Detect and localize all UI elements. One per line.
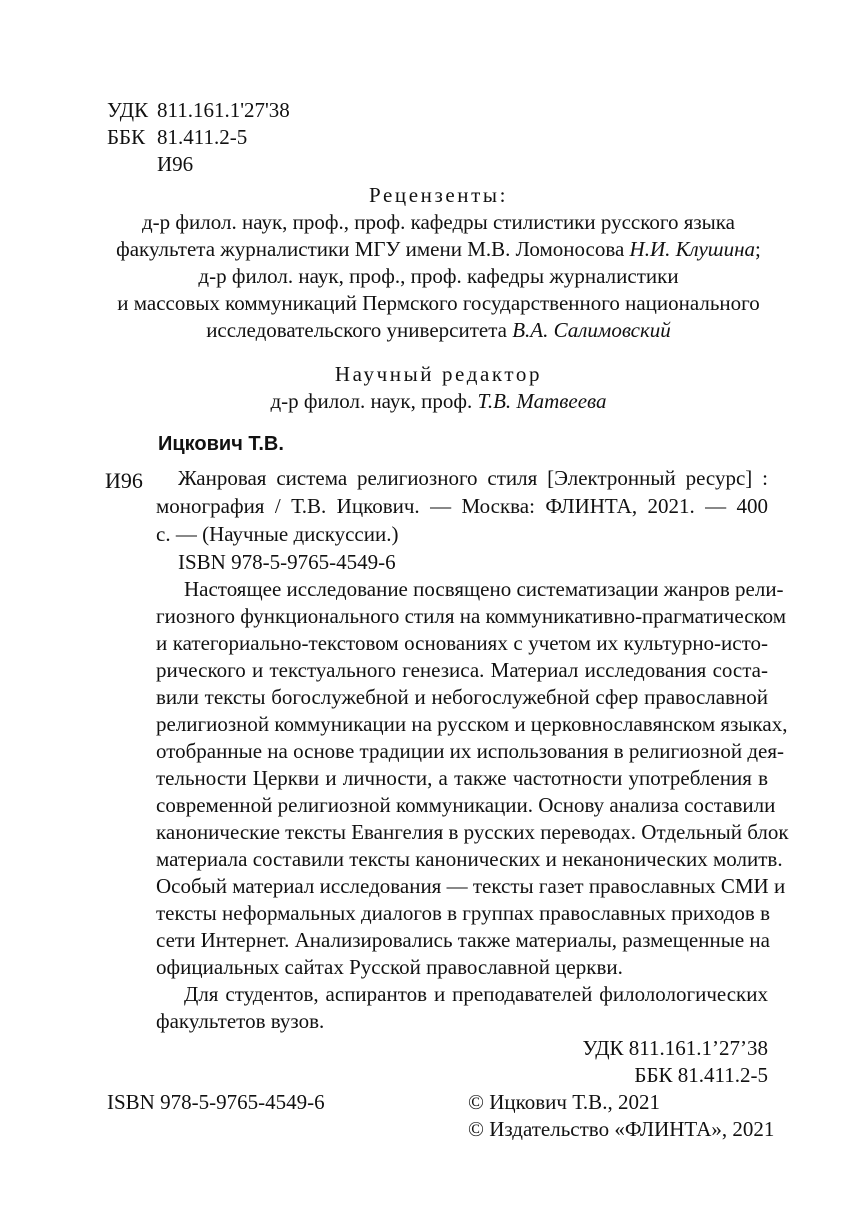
reviewer-affiliation: факультета журналистики МГУ имени М.В. Ломоносова xyxy=(116,237,630,261)
editor-name: Т.В. Матвеева xyxy=(477,389,607,413)
abstract-line: материала составили тексты канонических и неканонических молитв. xyxy=(156,847,783,871)
abstract-line: отобранные на основе традиции их использования в религиозной дея- xyxy=(156,739,785,763)
reviewers-title: Рецензенты: xyxy=(368,183,509,207)
description-line-1: Жанровая система религиозного стиля [Электронный ресурс] : xyxy=(178,466,768,490)
abstract-line: гиозного функционального стиля на коммуникативно-прагматическом xyxy=(156,604,787,628)
abstract-line: современной религиозной коммуникации. Основу анализа составили xyxy=(156,793,776,817)
reviewer-name: Н.И. Клушина xyxy=(629,237,756,261)
bbk-value: 81.411.2-5 xyxy=(157,125,248,149)
udk-label: УДК xyxy=(107,98,149,122)
copyright-author: © Ицкович Т.В., 2021 xyxy=(468,1090,660,1114)
editor-line xyxy=(0,389,857,414)
reviewer-line-5 xyxy=(0,318,857,343)
reviewer-line-3: д-р филол. наук, проф., проф. кафедры журналистики xyxy=(198,264,679,288)
abstract-line: тексты неформальных диалогов в группах православных приходов в xyxy=(156,901,770,925)
editor-credentials: д-р филол. наук, проф. xyxy=(270,389,478,413)
footer-isbn: ISBN 978-5-9765-4549-6 xyxy=(107,1090,325,1114)
entry-author: Ицкович Т.В. xyxy=(158,433,284,455)
reviewer-affiliation: исследовательского университета xyxy=(206,318,513,342)
reviewer-line-2 xyxy=(0,237,857,262)
footer-bbk: ББК 81.411.2-5 xyxy=(634,1063,768,1087)
description-line-2: монография / Т.В. Ицкович. — Москва: ФЛИНТА, 2021. — 400 xyxy=(156,494,768,518)
abstract-line: религиозной коммуникации на русском и церковнославянском языках, xyxy=(156,712,788,736)
audience-line: Для студентов, аспирантов и преподавателей филолологических xyxy=(184,982,768,1006)
editor-title: Научный редактор xyxy=(334,362,543,386)
abstract-line: вили тексты богослужебной и небогослужебной сфер православной xyxy=(156,685,768,709)
abstract-line: Особый материал исследования — тексты газет православных СМИ и xyxy=(156,874,786,898)
description-line-3: с. — (Научные дискуссии.) xyxy=(156,522,399,546)
abstract-line: канонические тексты Евангелия в русских переводах. Отдельный блок xyxy=(156,820,789,844)
reviewer-line-4: и массовых коммуникаций Пермского государственного национального xyxy=(117,291,760,315)
udk-value: 811.161.1'27'38 xyxy=(157,98,290,122)
entry-mark: И96 xyxy=(105,468,143,493)
abstract-line: Настоящее исследование посвящено систематизации жанров рели- xyxy=(184,577,784,601)
abstract-line: рического и текстуального генезиса. Материал исследования соста- xyxy=(156,658,768,682)
bbk-label: ББК xyxy=(107,125,146,149)
abstract-line: тельности Церкви и личности, а также частотности употребления в xyxy=(156,766,768,790)
abstract-line: сети Интернет. Анализировались также материалы, размещенные на xyxy=(156,928,770,952)
author-mark: И96 xyxy=(157,152,194,176)
reviewer-line-1: д-р филол. наук, проф., проф. кафедры стилистики русского языка xyxy=(142,210,735,234)
reviewer-punct: ; xyxy=(755,237,761,261)
reviewer-name: В.А. Салимовский xyxy=(512,318,671,342)
footer-udk: УДК 811.161.1’27’38 xyxy=(582,1036,768,1060)
entry-isbn: ISBN 978-5-9765-4549-6 xyxy=(178,550,396,574)
abstract-line: и категориально-текстовом основаниях с учетом их культурно-исто- xyxy=(156,631,768,655)
audience-line: факультетов вузов. xyxy=(156,1009,325,1033)
abstract-line: официальных сайтах Русской православной церкви. xyxy=(156,955,623,979)
copyright-publisher: © Издательство «ФЛИНТА», 2021 xyxy=(468,1117,775,1141)
